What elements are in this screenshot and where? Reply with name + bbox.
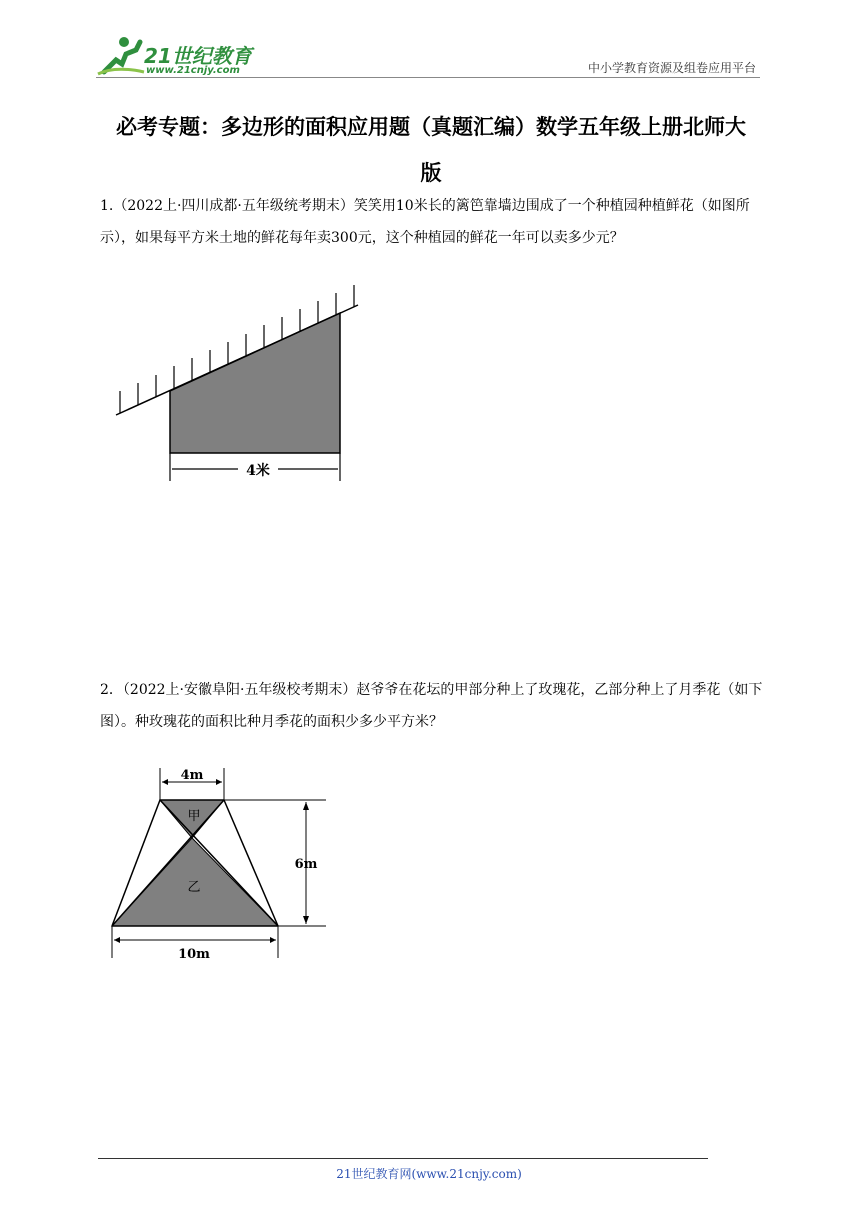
footer-divider: [98, 1158, 708, 1159]
question-1-text: 1.（2022上·四川成都·五年级统考期末）笑笑用10米长的篱笆靠墙边围成了一个种植园种植鲜花（如图所示），如果每平方米土地的鲜花每年卖300元，这个种植园的鲜花一年可以卖多少元？: [100, 198, 750, 246]
height-label: 6m: [294, 857, 318, 872]
page-header: [96, 30, 760, 78]
width-label: 4米: [246, 463, 270, 479]
question-1-figure: [110, 285, 370, 485]
question-2-text: 2．（2022上·安徽阜阳·五年级校考期末）赵爷爷在花坛的甲部分种上了玫瑰花，乙部分种上了月季花（如下图）。种玫瑰花的面积比种月季花的面积少多少平方米？: [100, 682, 763, 730]
header-tagline: 中小学教育资源及组卷应用平台: [587, 61, 756, 75]
top-width-label: 4m: [180, 768, 204, 783]
runner-logo-icon: [96, 34, 146, 76]
region-jia-label: 甲: [187, 809, 201, 824]
brand-url: www.21cnjy.com: [146, 65, 240, 76]
bottom-width-label: 10m: [178, 947, 210, 962]
question-2-figure: [100, 760, 340, 970]
footer-link[interactable]: 21世纪教育网(www.21cnjy.com): [336, 1167, 522, 1181]
region-yi-label: 乙: [187, 880, 201, 895]
page-title: [96, 104, 766, 196]
title-line-1: 必考专题：多边形的面积应用题（真题汇编）数学五年级上册北师大: [116, 115, 746, 139]
title-line-2: 版: [420, 161, 442, 185]
logo: [96, 34, 256, 76]
brand-name: 21世纪教育: [144, 44, 252, 68]
header-divider: [96, 77, 760, 78]
